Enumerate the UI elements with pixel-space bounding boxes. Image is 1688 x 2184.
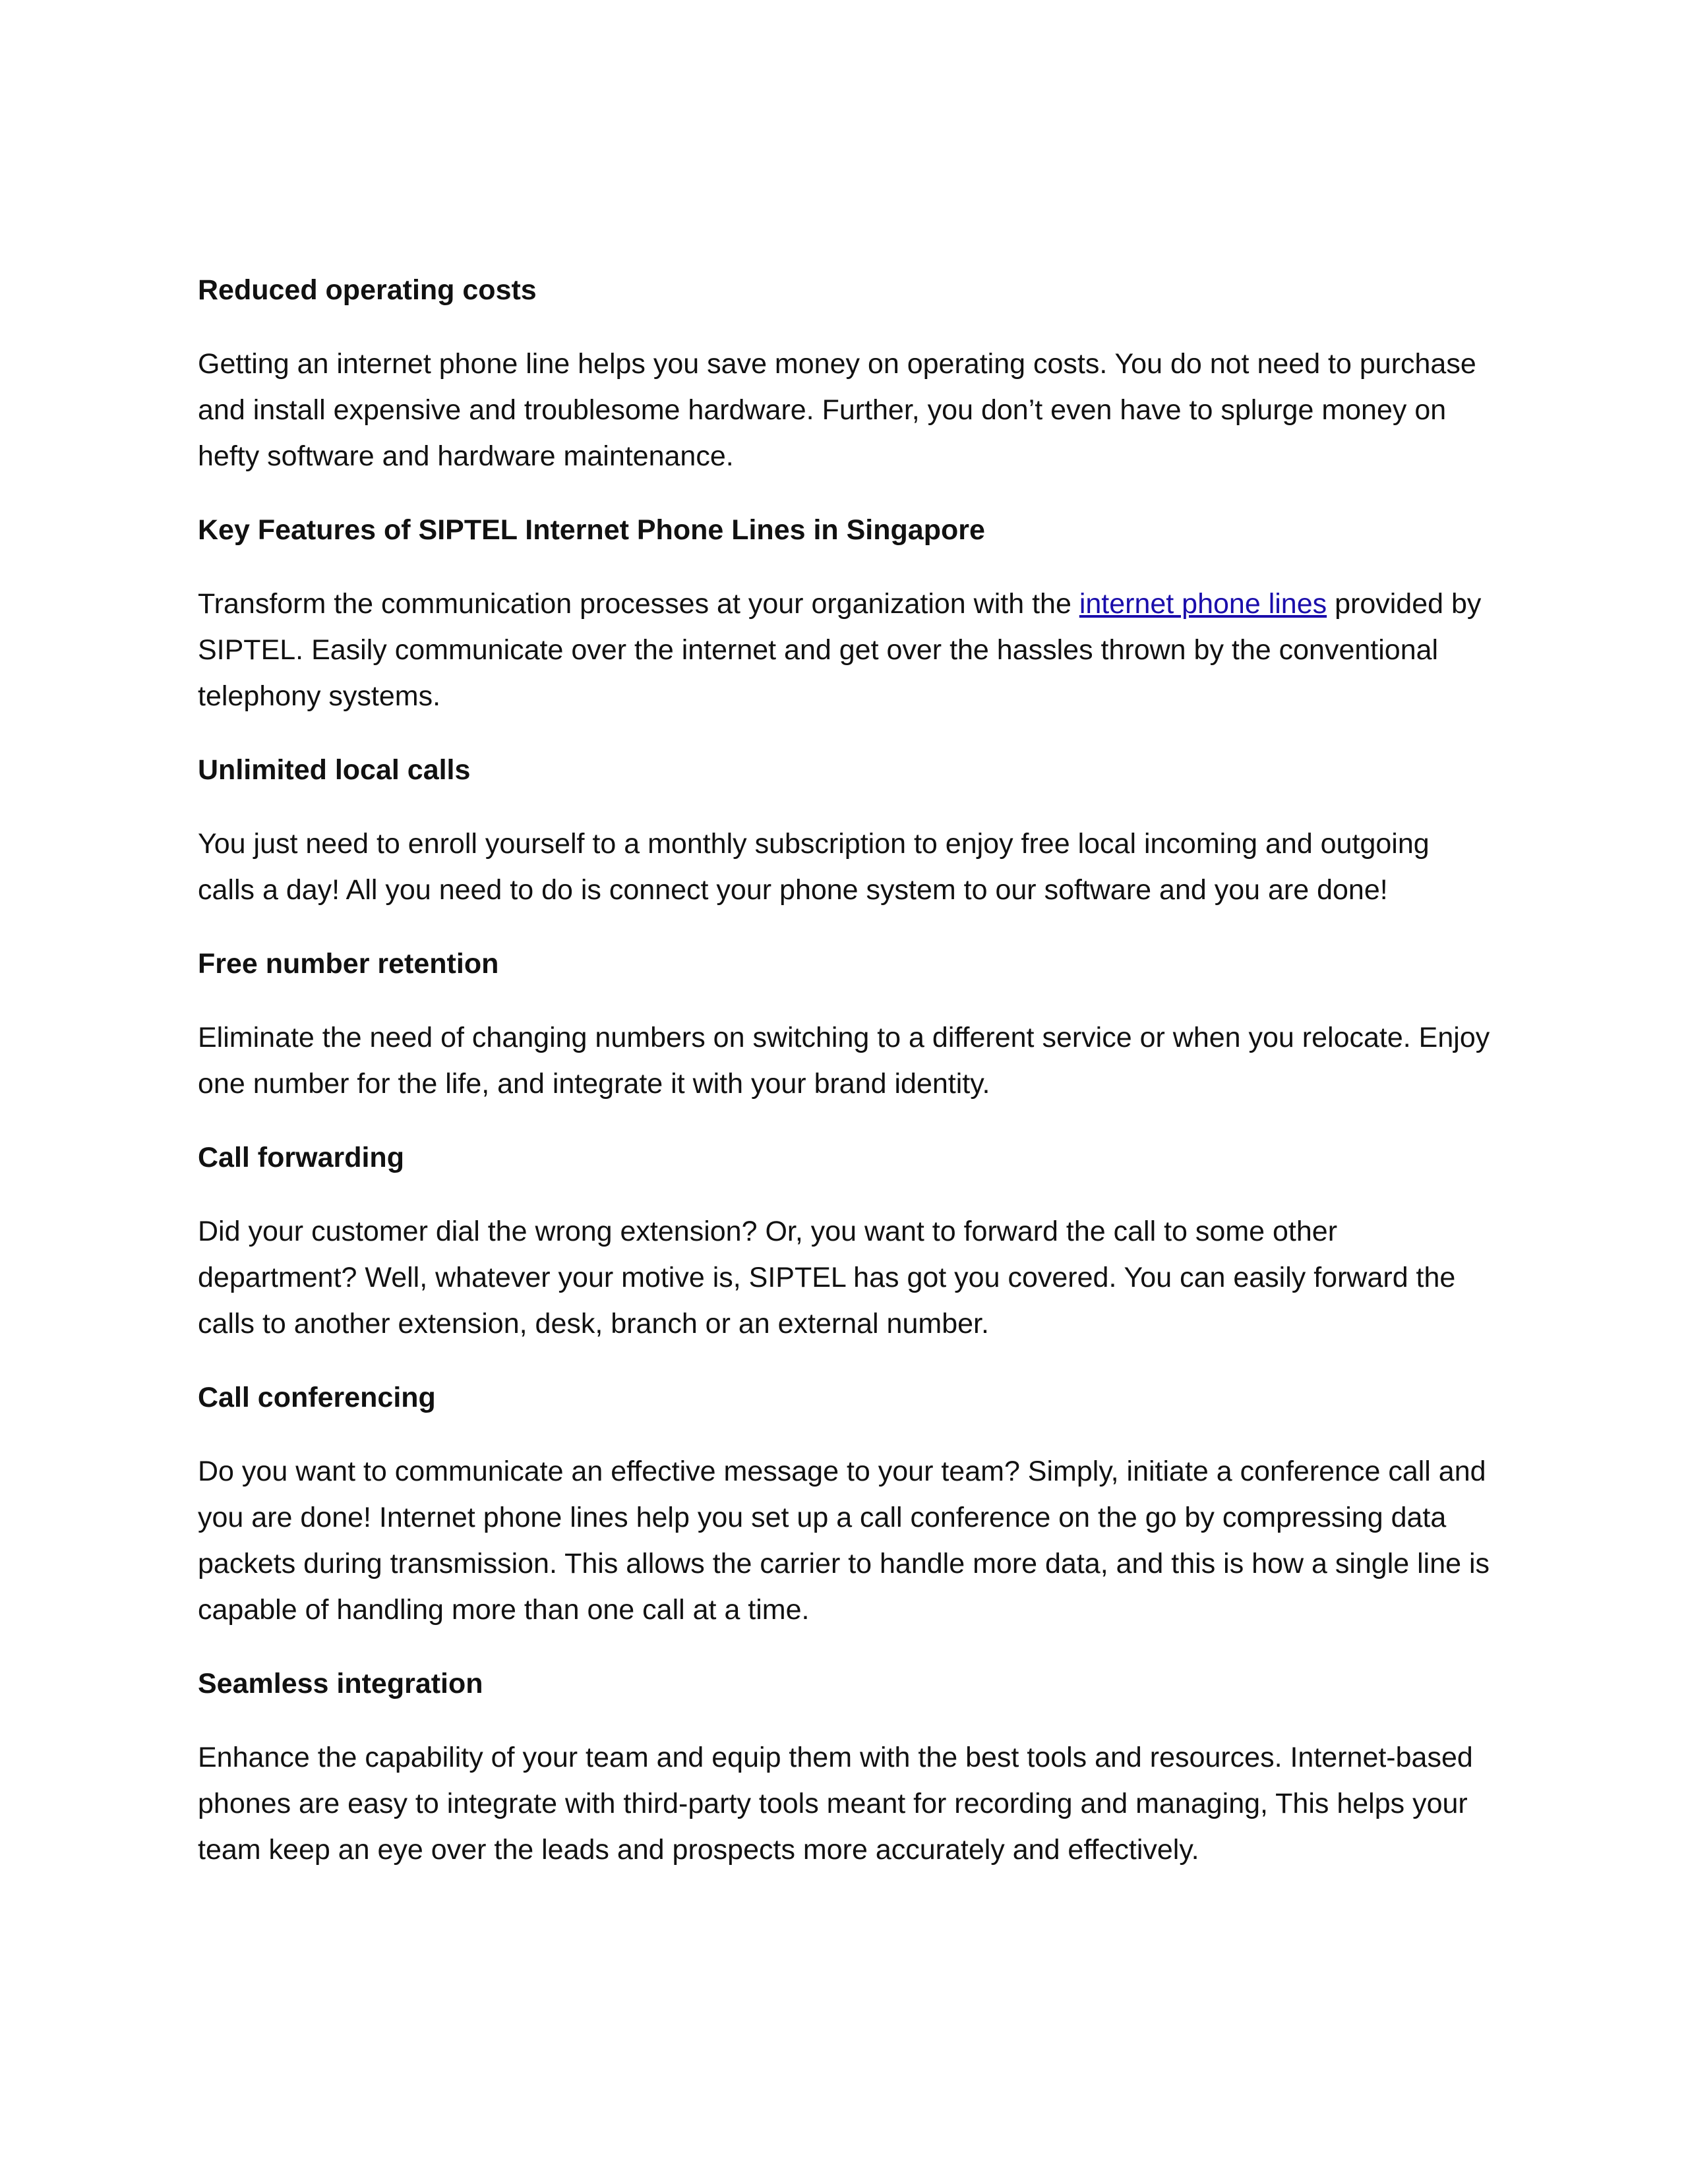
- section-body: You just need to enroll yourself to a monthly subscription to enjoy free local incoming and outgoing calls a day! All you need to do is connect your phone system to our software and you are done!: [198, 828, 1430, 906]
- body-text-after-link: provided by SIPTEL. Easily communicate over the internet and get over the hassles thrown by the conventional telephony systems.: [198, 588, 1482, 712]
- section-body: Did your customer dial the wrong extension? Or, you want to forward the call to some other department? Well, whatever your motive is, SIPTEL has got you covered. You can easily forward the calls to another extension, desk, branch or an external number.: [198, 1216, 1456, 1340]
- section-heading: Call forwarding: [198, 1142, 404, 1173]
- internet-phone-lines-link[interactable]: internet phone lines: [1079, 588, 1327, 620]
- section-body: Eliminate the need of changing numbers on switching to a different service or when you relocate. Enjoy one number for the life, and integrate it with your brand identity.: [198, 1022, 1490, 1100]
- section-heading: Reduced operating costs: [198, 274, 537, 306]
- section-heading: Call conferencing: [198, 1382, 436, 1413]
- section-heading: Seamless integration: [198, 1668, 483, 1699]
- section-call-conferencing: [198, 1374, 1490, 1633]
- section-body: Enhance the capability of your team and equip them with the best tools and resources. Internet-based phones are easy to integrate with third-party tools meant for recording and managing, This helps your team keep an eye over the leads and prospects more accurately and effectively.: [198, 1742, 1473, 1866]
- section-seamless-integration: [198, 1661, 1490, 1873]
- section-body: Do you want to communicate an effective message to your team? Simply, initiate a conference call and you are done! Internet phone lines help you set up a call conference on the go by compressing data packets during transmission. This allows the carrier to handle more data, and this is how a single line is capable of handling more than one call at a time.: [198, 1456, 1490, 1626]
- section-body: Getting an internet phone line helps you save money on operating costs. You do not need to purchase and install expensive and troublesome hardware. Further, you don’t even have to splurge money on hefty software and hardware maintenance.: [198, 348, 1476, 472]
- body-text-before-link: Transform the communication processes at your organization with the: [198, 588, 1079, 620]
- section-call-forwarding: [198, 1135, 1490, 1347]
- section-key-features: [198, 507, 1490, 719]
- section-reduced-operating-costs: [198, 267, 1490, 479]
- section-heading: Key Features of SIPTEL Internet Phone Lines in Singapore: [198, 514, 985, 546]
- section-heading: Free number retention: [198, 948, 499, 980]
- section-heading: Unlimited local calls: [198, 754, 471, 786]
- document-page: [198, 267, 1490, 1901]
- section-free-number-retention: [198, 941, 1490, 1107]
- section-unlimited-local-calls: [198, 747, 1490, 913]
- section-body: [198, 581, 1490, 719]
